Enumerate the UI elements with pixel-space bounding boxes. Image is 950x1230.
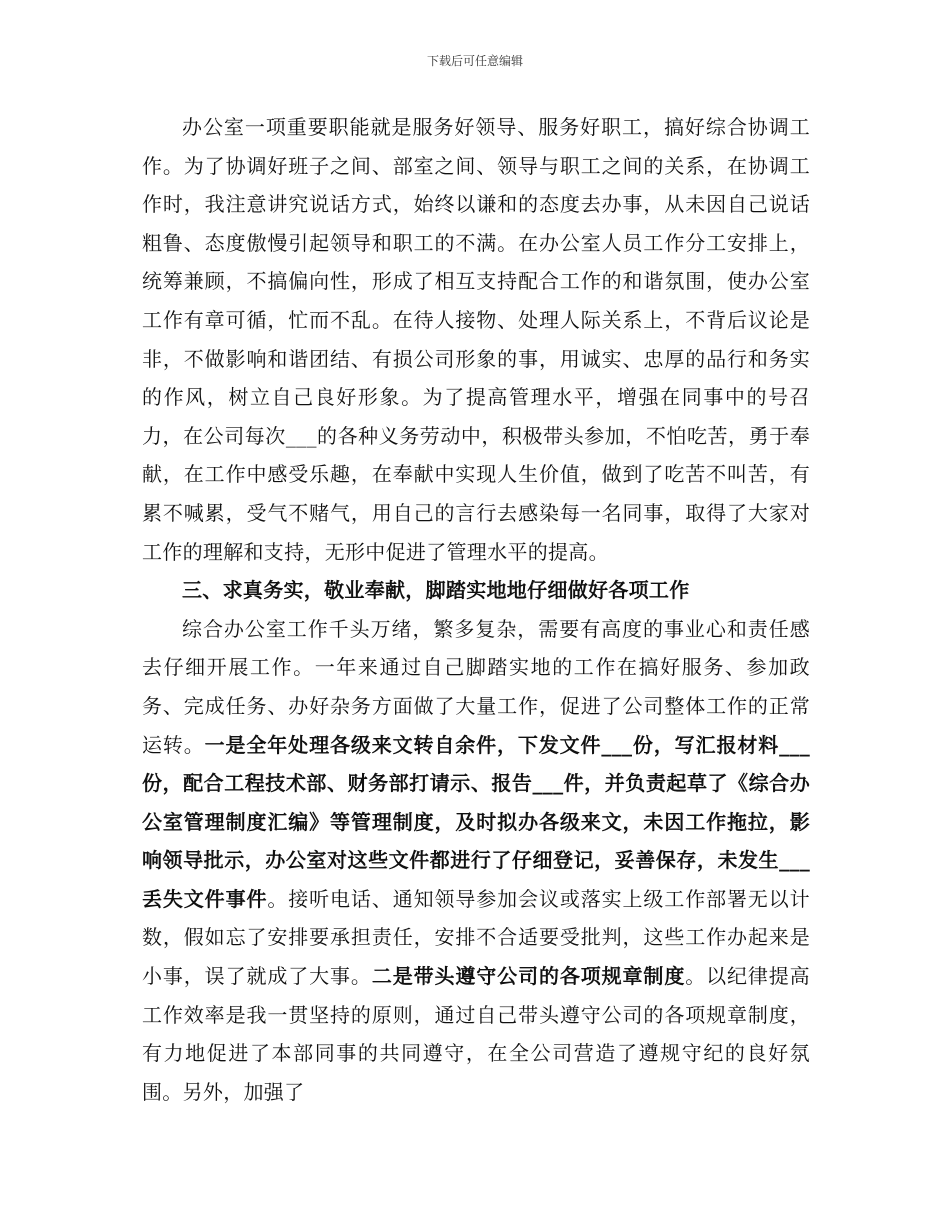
para2-intro: 综合办公室工作千头万绪，繁多复杂，需要有高度的事业心和责任感去仔细开展工作。一年来通过自己脚踏实地的工作在搞好服务、参加政务、完成任务、办好杂务方面做了大量工作，促进了公司整体工作的正常运转。 [142, 616, 810, 757]
page-header: 下载后可任意编辑 [426, 54, 523, 68]
para2-end: 。以纪律提高工作效率是我一贯坚持的原则，通过自己带头遵守公司的各项规章制度，有力地促进了本部同事的共同遵守，在全公司营造了遵规守纪的良好氛围。另外，加强了 [142, 964, 810, 1104]
para2-point-two: 二是带头遵守公司的各项规章制度 [371, 964, 686, 989]
section-heading-3: 三、求真务实，敬业奉献，脚踏实地地仔细做好各项工作 [182, 578, 690, 603]
document-body [142, 108, 810, 1111]
para2-point-one: 一是全年处理各级来文转自余件，下发文件___份，写汇报材料___份，配合工程技术部、财务部打请示、报告___件，并负责起草了《综合办公室管理制度汇编》等管理制度，及时拟办各级来文，未因工作拖拉，影响领导批示，办公室对这些文件都进行了仔细登记，妥善保存，未发生___丢失文件事件 [142, 732, 810, 911]
paragraph-office-work [142, 610, 810, 1112]
paragraph-coordination: 办公室一项重要职能就是服务好领导、服务好职工，搞好综合协调工作。为了协调好班子之间、部室之间、领导与职工之间的关系，在协调工作时，我注意讲究说话方式，始终以谦和的态度去办事，从未因自己说话粗鲁、态度傲慢引起领导和职工的不满。在办公室人员工作分工安排上，统筹兼顾，不搞偏向性，形成了相互支持配合工作的和谐氛围，使办公室工作有章可循，忙而不乱。在待人接物、处理人际关系上，不背后议论是非，不做影响和谐团结、有损公司形象的事，用诚实、忠厚的品行和务实的作风，树立自己良好形象。为了提高管理水平，增强在同事中的号召力，在公司每次___的各种义务劳动中，积极带头参加，不怕吃苦，勇于奉献，在工作中感受乐趣，在奉献中实现人生价值，做到了吃苦不叫苦，有累不喊累，受气不赌气，用自己的言行去感染每一名同事，取得了大家对工作的理解和支持，无形中促进了管理水平的提高。 [142, 115, 810, 564]
para2-middle: 。接听电话、通知领导参加会议或落实上级工作部署无以计数，假如忘了安排要承担责任，安排不合适要受批判，这些工作办起来是小事，误了就成了大事。 [142, 886, 810, 989]
